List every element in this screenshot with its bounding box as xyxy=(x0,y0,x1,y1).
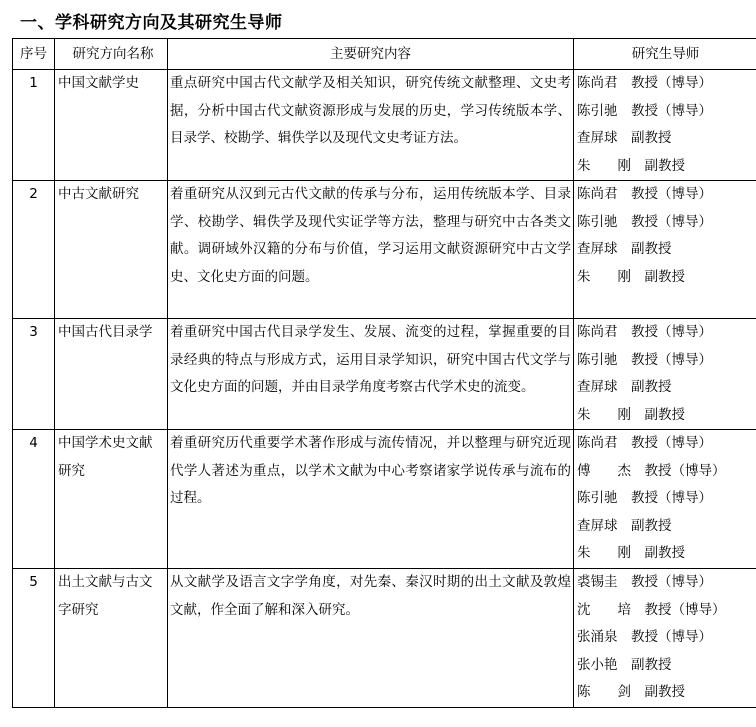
table-header-row xyxy=(13,39,756,70)
row-num: 2 xyxy=(13,181,55,319)
row-num: 4 xyxy=(13,430,55,569)
row-direction-name: 中古文献研究 xyxy=(55,181,168,319)
advisor: 张小艳 副教授 xyxy=(577,656,672,673)
row-direction-name: 中国古代目录学 xyxy=(55,319,168,430)
research-directions-table xyxy=(12,38,756,708)
row-direction-name: 中国学术史文献研究 xyxy=(55,430,168,569)
advisor: 陈尚君 教授（博导） xyxy=(577,75,712,91)
advisor: 查屏球 副教授 xyxy=(577,517,672,534)
advisor: 陈尚君 教授（博导） xyxy=(577,186,712,202)
advisor: 陈尚君 教授（博导） xyxy=(577,324,712,340)
table-row xyxy=(13,319,756,430)
row-direction-name: 中国文献学史 xyxy=(55,70,168,181)
row-num: 3 xyxy=(13,319,55,430)
row-advisors xyxy=(574,181,756,319)
header-num: 序号 xyxy=(13,39,55,70)
header-main-content: 主要研究内容 xyxy=(168,39,574,70)
advisor: 朱 刚 副教授 xyxy=(577,268,685,285)
row-content: 着重研究历代重要学术著作形成与流传情况，并以整理与研究近现代学人著述为重点，以学术文献为中心考察诸家学说传承与流布的过程。 xyxy=(168,430,574,569)
advisor: 陈引驰 教授（博导） xyxy=(577,102,712,119)
header-advisors: 研究生导师 xyxy=(574,39,756,70)
advisor: 查屏球 副教授 xyxy=(577,241,672,257)
advisor: 查屏球 副教授 xyxy=(577,130,672,146)
advisor: 张涌泉 教授（博导） xyxy=(577,629,712,645)
advisor: 傅 杰 教授（博导） xyxy=(577,462,726,479)
row-advisors xyxy=(574,430,756,569)
advisor: 陈引驰 教授（博导） xyxy=(577,490,712,506)
row-content: 着重研究从汉到元古代文献的传承与分布，运用传统版本学、目录学、校勘学、辑佚学及现代实证学等方法，整理与研究中古各类文献。调研域外汉籍的分布与价值，学习运用文献资源研究中古文学史、文化史方面的问题。 xyxy=(168,181,574,319)
table-row xyxy=(13,569,756,708)
advisor: 查屏球 副教授 xyxy=(577,379,672,395)
section-heading: 一、学科研究方向及其研究生导师 xyxy=(20,13,283,33)
row-num: 5 xyxy=(13,569,55,708)
row-content: 着重研究中国古代目录学发生、发展、流变的过程，掌握重要的目录经典的特点与形成方式，运用目录学知识，研究中国古代文学与文化史方面的问题，并由目录学角度考察古代学术史的流变。 xyxy=(168,319,574,430)
row-direction-name: 出土文献与古文字研究 xyxy=(55,569,168,708)
advisor: 沈 培 教授（博导） xyxy=(577,601,726,618)
row-num: 1 xyxy=(13,70,55,181)
row-content: 重点研究中国古代文献学及相关知识，研究传统文献整理、文史考据，分析中国古代文献资源形成与发展的历史，学习传统版本学、目录学、校勘学、辑佚学以及现代文史考证方法。 xyxy=(168,70,574,181)
row-advisors xyxy=(574,319,756,430)
advisor: 朱 刚 副教授 xyxy=(577,545,685,561)
row-content: 从文献学及语言文字学角度，对先秦、秦汉时期的出土文献及敦煌文献，作全面了解和深入研究。 xyxy=(168,569,574,708)
advisor: 陈尚君 教授（博导） xyxy=(577,435,712,451)
advisor: 朱 刚 副教授 xyxy=(577,157,685,174)
advisor: 陈引驰 教授（博导） xyxy=(577,351,712,368)
advisor: 朱 刚 副教授 xyxy=(577,406,685,423)
table-row xyxy=(13,430,756,569)
table-row xyxy=(13,70,756,181)
advisor: 裘锡圭 教授（博导） xyxy=(577,574,712,590)
table-row xyxy=(13,181,756,319)
advisor: 陈 剑 副教授 xyxy=(577,684,685,700)
header-direction-name: 研究方向名称 xyxy=(55,39,168,70)
advisor: 陈引驰 教授（博导） xyxy=(577,213,712,230)
row-advisors xyxy=(574,569,756,708)
row-advisors xyxy=(574,70,756,181)
